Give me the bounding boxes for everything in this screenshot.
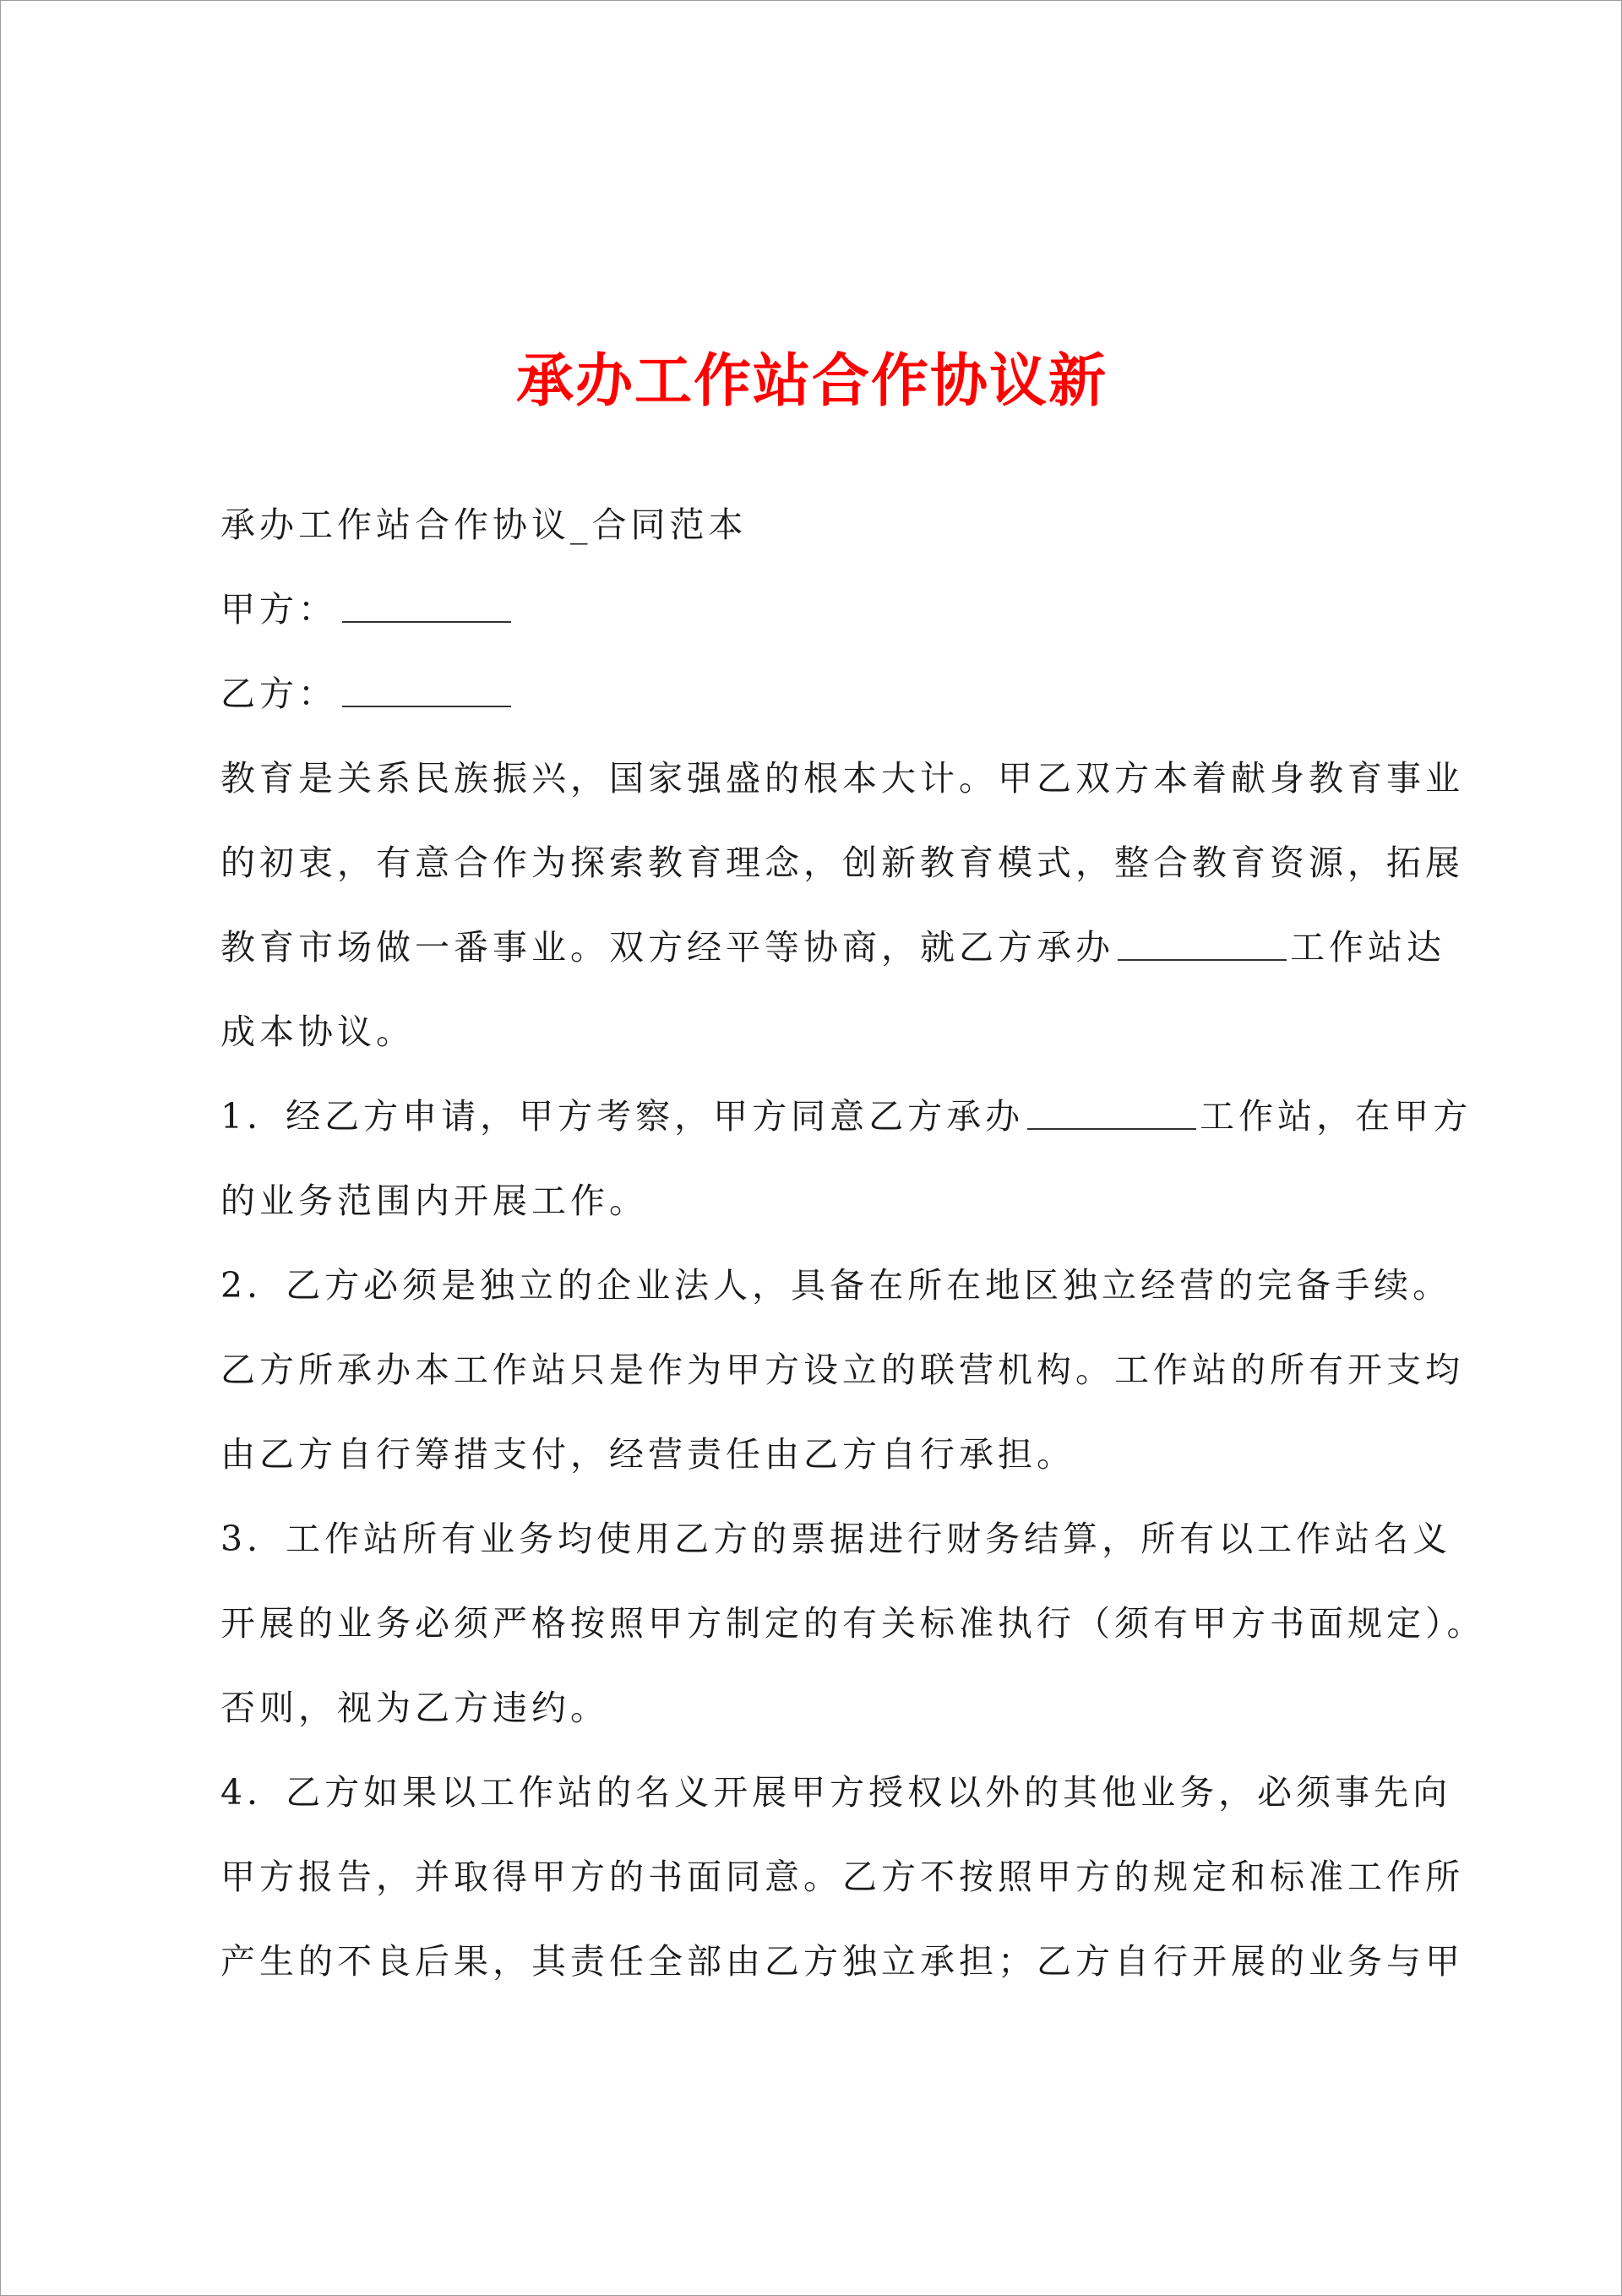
- party-b-line: [220, 652, 1420, 736]
- clause-4-line-3: 产生的不良后果，其责任全部由乙方独立承担；乙方自行开展的业务与甲: [220, 1941, 1464, 1982]
- document-body: [220, 483, 1486, 2004]
- party-a-blank[interactable]: [342, 570, 511, 623]
- station-name-blank-intro[interactable]: [1118, 908, 1287, 961]
- party-a-line: [220, 567, 1420, 652]
- intro-line-1: 教育是关系民族振兴，国家强盛的根本大计。甲乙双方本着献身教育事业: [220, 758, 1464, 799]
- clause-2-line-3: 由乙方自行筹措支付，经营责任由乙方自行承担。: [220, 1434, 1075, 1475]
- document-title: 承办工作站合作协议新: [515, 347, 1108, 415]
- clause-3-line-1: 3．工作站所有业务均使用乙方的票据进行财务结算，所有以工作站名义: [220, 1519, 1452, 1559]
- party-b-blank[interactable]: [342, 655, 511, 707]
- party-b-label: 乙方：: [220, 674, 337, 714]
- clause-3-line-3: 否则，视为乙方违约。: [220, 1688, 609, 1728]
- clause-4-line-2: 甲方报告，并取得甲方的书面同意。乙方不按照甲方的规定和标准工作所: [220, 1857, 1464, 1897]
- clause-1-line-1-after: 工作站，在甲方: [1200, 1096, 1472, 1137]
- clause-4-line-1: 4．乙方如果以工作站的名义开展甲方授权以外的其他业务，必须事先向: [220, 1772, 1452, 1813]
- station-name-blank-clause-1[interactable]: [1027, 1077, 1196, 1130]
- clause-1-line-2: 的业务范围内开展工作。: [220, 1181, 648, 1221]
- clause-3-line-2: 开展的业务必须严格按照甲方制定的有关标准执行（须有甲方书面规定）。: [220, 1603, 1486, 1644]
- clause-1-line-1: [220, 1074, 1472, 1159]
- intro-line-4: 成本协议。: [220, 1012, 415, 1052]
- intro-line-3: [220, 905, 1445, 990]
- clause-2-line-2: 乙方所承办本工作站只是作为甲方设立的联营机构。工作站的所有开支均: [220, 1350, 1464, 1390]
- intro-line-2: 的初衷，有意合作为探索教育理念，创新教育模式，整合教育资源，拓展: [220, 843, 1464, 883]
- intro-line-3-after: 工作站达: [1290, 927, 1445, 968]
- document-subtitle: 承办工作站合作协议_合同范本: [220, 504, 748, 545]
- clause-2-line-1: 2．乙方必须是独立的企业法人，具备在所在地区独立经营的完备手续。: [220, 1265, 1452, 1306]
- clause-1-line-1-before: 1．经乙方申请，甲方考察，甲方同意乙方承办: [220, 1096, 1025, 1137]
- party-a-label: 甲方：: [220, 589, 337, 630]
- intro-line-3-before: 教育市场做一番事业。双方经平等协商，就乙方承办: [220, 927, 1114, 968]
